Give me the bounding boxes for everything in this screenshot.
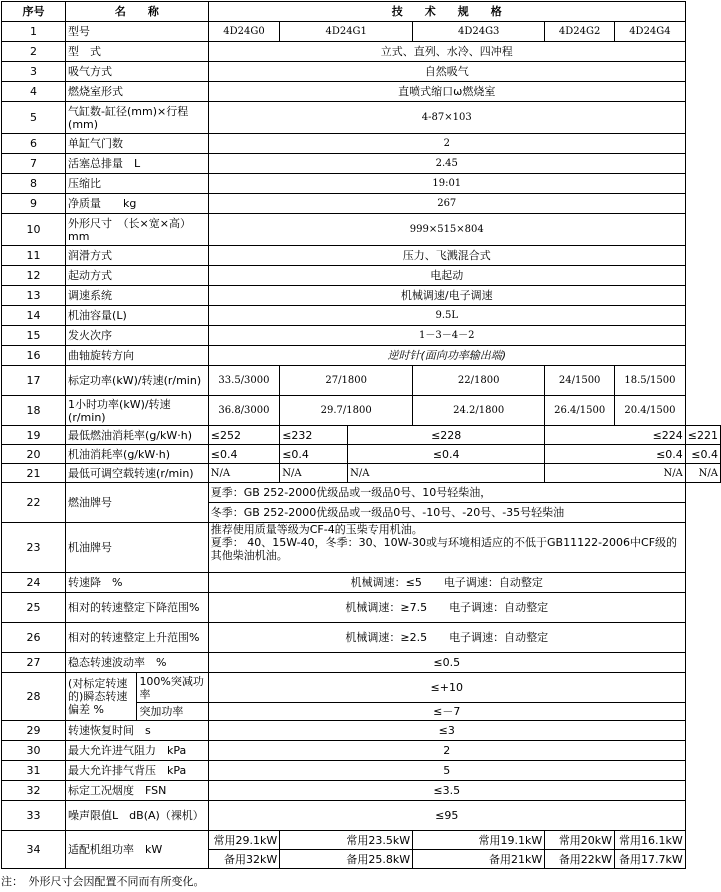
row-no: 22 [2, 483, 66, 523]
row-no: 34 [2, 831, 66, 869]
row-value: ≤－7 [208, 703, 685, 721]
table-row [2, 306, 721, 326]
row-name: 标定功率(kW)/转速(r/min) [66, 366, 209, 396]
table-row [2, 523, 721, 573]
value-cell: 常用29.1kW [208, 831, 279, 850]
table-row [2, 134, 721, 154]
row-no: 28 [2, 673, 66, 721]
value-cell: ≤0.4 [545, 445, 686, 464]
row-no: 6 [2, 134, 66, 154]
value-cell: N/A [348, 464, 545, 483]
row-name: 稳态转速波动率 % [66, 653, 209, 673]
row-no: 5 [2, 102, 66, 134]
row-no: 17 [2, 366, 66, 396]
row-value: ≤3.5 [208, 781, 685, 801]
row-name: 最低可调空载转速(r/min) [66, 464, 209, 483]
value-cell: ≤0.4 [348, 445, 545, 464]
row-value: 1－3－4－2 [208, 326, 685, 346]
row-value: 自然吸气 [208, 62, 685, 82]
table-row [2, 573, 721, 593]
model-cell: 4D24G2 [545, 22, 615, 42]
row-name: 转速降 % [66, 573, 209, 593]
row-name: 润滑方式 [66, 246, 209, 266]
value-cell: 26.4/1500 [545, 396, 615, 426]
row-name: 压缩比 [66, 174, 209, 194]
value-cell: 29.7/1800 [280, 396, 413, 426]
oil-grade-cell [208, 523, 685, 573]
table-row [2, 62, 721, 82]
row-no: 30 [2, 741, 66, 761]
table-row [2, 396, 721, 426]
row-name: 吸气方式 [66, 62, 209, 82]
row-name: 1小时功率(kW)/转速(r/min) [66, 396, 209, 426]
table-row [2, 741, 721, 761]
row-name: 机油消耗率(g/kW·h) [66, 445, 209, 464]
table-row [2, 761, 721, 781]
row-value: 4-87×103 [208, 102, 685, 134]
row-name: 燃烧室形式 [66, 82, 209, 102]
table-row [2, 102, 721, 134]
row-value: 9.5L [208, 306, 685, 326]
table-row [2, 82, 721, 102]
row-name: 燃油牌号 [66, 483, 209, 523]
row-no: 29 [2, 721, 66, 741]
row-no: 3 [2, 62, 66, 82]
row-no: 20 [2, 445, 66, 464]
table-row [2, 653, 721, 673]
fuel-winter: 冬季：GB 252-2000优级品或一级品0号、-10号、-20号、-35号轻柴油 [209, 502, 685, 522]
value-cell: 24.2/1800 [413, 396, 545, 426]
row-value: ≤+10 [208, 673, 685, 703]
row-no: 7 [2, 154, 66, 174]
table-row [2, 801, 721, 831]
fuel-grade-cell [208, 483, 685, 523]
row-no: 10 [2, 214, 66, 246]
value-cell: 备用17.7kW [615, 850, 686, 869]
row-name: 气缸数-缸径(mm)×行程(mm) [66, 102, 209, 134]
row-name: 相对的转速整定上升范围% [66, 623, 209, 653]
row-value: 立式、直列、水冷、四冲程 [208, 42, 685, 62]
row-name: 最大允许进气阻力 kPa [66, 741, 209, 761]
value-cell: ≤224 [545, 426, 686, 445]
model-cell: 4D24G1 [280, 22, 413, 42]
value-cell: N/A [280, 464, 348, 483]
value-cell: ≤228 [348, 426, 545, 445]
row-value: 267 [208, 194, 685, 214]
header-name: 名 称 [66, 2, 209, 22]
row-no: 21 [2, 464, 66, 483]
row-name: 曲轴旋转方向 [66, 346, 209, 366]
row-value: 电起动 [208, 266, 685, 286]
sub-label: 100%突减功率 [137, 673, 208, 703]
row-name: (对标定转速的)瞬态转速偏差 % [66, 673, 137, 721]
row-name: 调速系统 [66, 286, 209, 306]
row-name: 最大允许排气背压 kPa [66, 761, 209, 781]
row-no: 1 [2, 22, 66, 42]
row-value: 直喷式缩口ω燃烧室 [208, 82, 685, 102]
row-no: 18 [2, 396, 66, 426]
value-cell: 备用25.8kW [280, 850, 413, 869]
value-cell: 备用22kW [545, 850, 615, 869]
row-name: 机油容量(L) [66, 306, 209, 326]
row-no: 33 [2, 801, 66, 831]
row-no: 26 [2, 623, 66, 653]
table-row [2, 464, 721, 483]
row-value: 机械调速：≥7.5 电子调速：自动整定 [208, 593, 685, 623]
table-row [2, 721, 721, 741]
table-row [2, 266, 721, 286]
value-cell: 27/1800 [280, 366, 413, 396]
row-name: 适配机组功率 kW [66, 831, 209, 869]
table-row [2, 483, 721, 523]
row-name: 标定工况烟度 FSN [66, 781, 209, 801]
row-name: 噪声限值L dB(A)（裸机） [66, 801, 209, 831]
row-value: 2 [208, 134, 685, 154]
table-row [2, 831, 721, 850]
table-row [2, 154, 721, 174]
row-no: 14 [2, 306, 66, 326]
row-name: 外形尺寸 （长×宽×高） mm [66, 214, 209, 246]
row-name: 发火次序 [66, 326, 209, 346]
row-no: 13 [2, 286, 66, 306]
row-no: 32 [2, 781, 66, 801]
spec-table [1, 1, 721, 869]
value-cell: 常用23.5kW [280, 831, 413, 850]
row-value: 2 [208, 741, 685, 761]
row-name: 机油牌号 [66, 523, 209, 573]
table-row [2, 593, 721, 623]
value-cell: 33.5/3000 [208, 366, 279, 396]
row-name: 净质量 kg [66, 194, 209, 214]
value-cell: ≤0.4 [685, 445, 720, 464]
table-row [2, 42, 721, 62]
row-value: 5 [208, 761, 685, 781]
row-value: ≤95 [208, 801, 685, 831]
row-no: 8 [2, 174, 66, 194]
sub-label: 突加功率 [137, 703, 208, 721]
row-no: 23 [2, 523, 66, 573]
row-name: 单缸气门数 [66, 134, 209, 154]
value-cell: 常用16.1kW [615, 831, 686, 850]
oil-recommend: 推荐使用质量等级为CF-4的玉柴专用机油。 [210, 523, 423, 536]
row-value: 压力、飞溅混合式 [208, 246, 685, 266]
header-row [2, 2, 721, 22]
table-row [2, 22, 721, 42]
value-cell: ≤0.4 [208, 445, 279, 464]
table-row [2, 174, 721, 194]
row-value: 机械调速：≤5 电子调速：自动整定 [208, 573, 685, 593]
value-cell: 22/1800 [413, 366, 545, 396]
table-row [2, 214, 721, 246]
header-spec: 技 术 规 格 [208, 2, 685, 22]
value-cell: 20.4/1500 [615, 396, 686, 426]
table-row [2, 246, 721, 266]
row-name: 型号 [66, 22, 209, 42]
value-cell: N/A [208, 464, 279, 483]
row-value: 逆时针(面向功率输出端) [208, 346, 685, 366]
row-name: 起动方式 [66, 266, 209, 286]
row-no: 25 [2, 593, 66, 623]
table-row [2, 326, 721, 346]
value-cell: 备用21kW [413, 850, 545, 869]
table-row [2, 445, 721, 464]
value-cell: ≤0.4 [280, 445, 348, 464]
value-cell: 常用20kW [545, 831, 615, 850]
row-value: ≤0.5 [208, 653, 685, 673]
row-no: 15 [2, 326, 66, 346]
row-no: 19 [2, 426, 66, 445]
row-name: 相对的转速整定下降范围% [66, 593, 209, 623]
value-cell: N/A [685, 464, 720, 483]
model-cell: 4D24G0 [208, 22, 279, 42]
row-value: 机械调速/电子调速 [208, 286, 685, 306]
row-value: 19:01 [208, 174, 685, 194]
row-name: 最低燃油消耗率(g/kW·h) [66, 426, 209, 445]
table-row [2, 426, 721, 445]
value-cell: 备用32kW [208, 850, 279, 869]
header-no: 序号 [2, 2, 66, 22]
row-value: 999×515×804 [208, 214, 685, 246]
row-no: 9 [2, 194, 66, 214]
fuel-summer: 夏季：GB 252-2000优级品或一级品0号、10号轻柴油， [210, 486, 492, 499]
value-cell: 24/1500 [545, 366, 615, 396]
table-row [2, 673, 721, 703]
row-no: 11 [2, 246, 66, 266]
row-no: 31 [2, 761, 66, 781]
footnote: 注： 外形尺寸会因配置不同而有所变化。 [1, 875, 205, 888]
value-cell: ≤252 [208, 426, 279, 445]
table-row [2, 286, 721, 306]
value-cell: 36.8/3000 [208, 396, 279, 426]
value-cell: 常用19.1kW [413, 831, 545, 850]
row-name: 型 式 [66, 42, 209, 62]
value-cell: N/A [545, 464, 686, 483]
row-value: 2.45 [208, 154, 685, 174]
row-no: 12 [2, 266, 66, 286]
row-no: 24 [2, 573, 66, 593]
row-name: 活塞总排量 L [66, 154, 209, 174]
row-value: 机械调速：≥2.5 电子调速：自动整定 [208, 623, 685, 653]
table-row [2, 366, 721, 396]
row-value: ≤3 [208, 721, 685, 741]
model-cell: 4D24G4 [615, 22, 686, 42]
table-row [2, 346, 721, 366]
model-cell: 4D24G3 [413, 22, 545, 42]
oil-season: 夏季： 40、15W-40，冬季：30、10W-30或与环境相适应的不低于GB11122-2006中CF级的其他柴油机油。 [210, 536, 678, 562]
row-no: 2 [2, 42, 66, 62]
value-cell: ≤221 [685, 426, 720, 445]
table-row [2, 623, 721, 653]
value-cell: ≤232 [280, 426, 348, 445]
row-no: 4 [2, 82, 66, 102]
row-no: 16 [2, 346, 66, 366]
value-cell: 18.5/1500 [615, 366, 686, 396]
row-no: 27 [2, 653, 66, 673]
table-row [2, 781, 721, 801]
table-row [2, 194, 721, 214]
row-name: 转速恢复时间 s [66, 721, 209, 741]
